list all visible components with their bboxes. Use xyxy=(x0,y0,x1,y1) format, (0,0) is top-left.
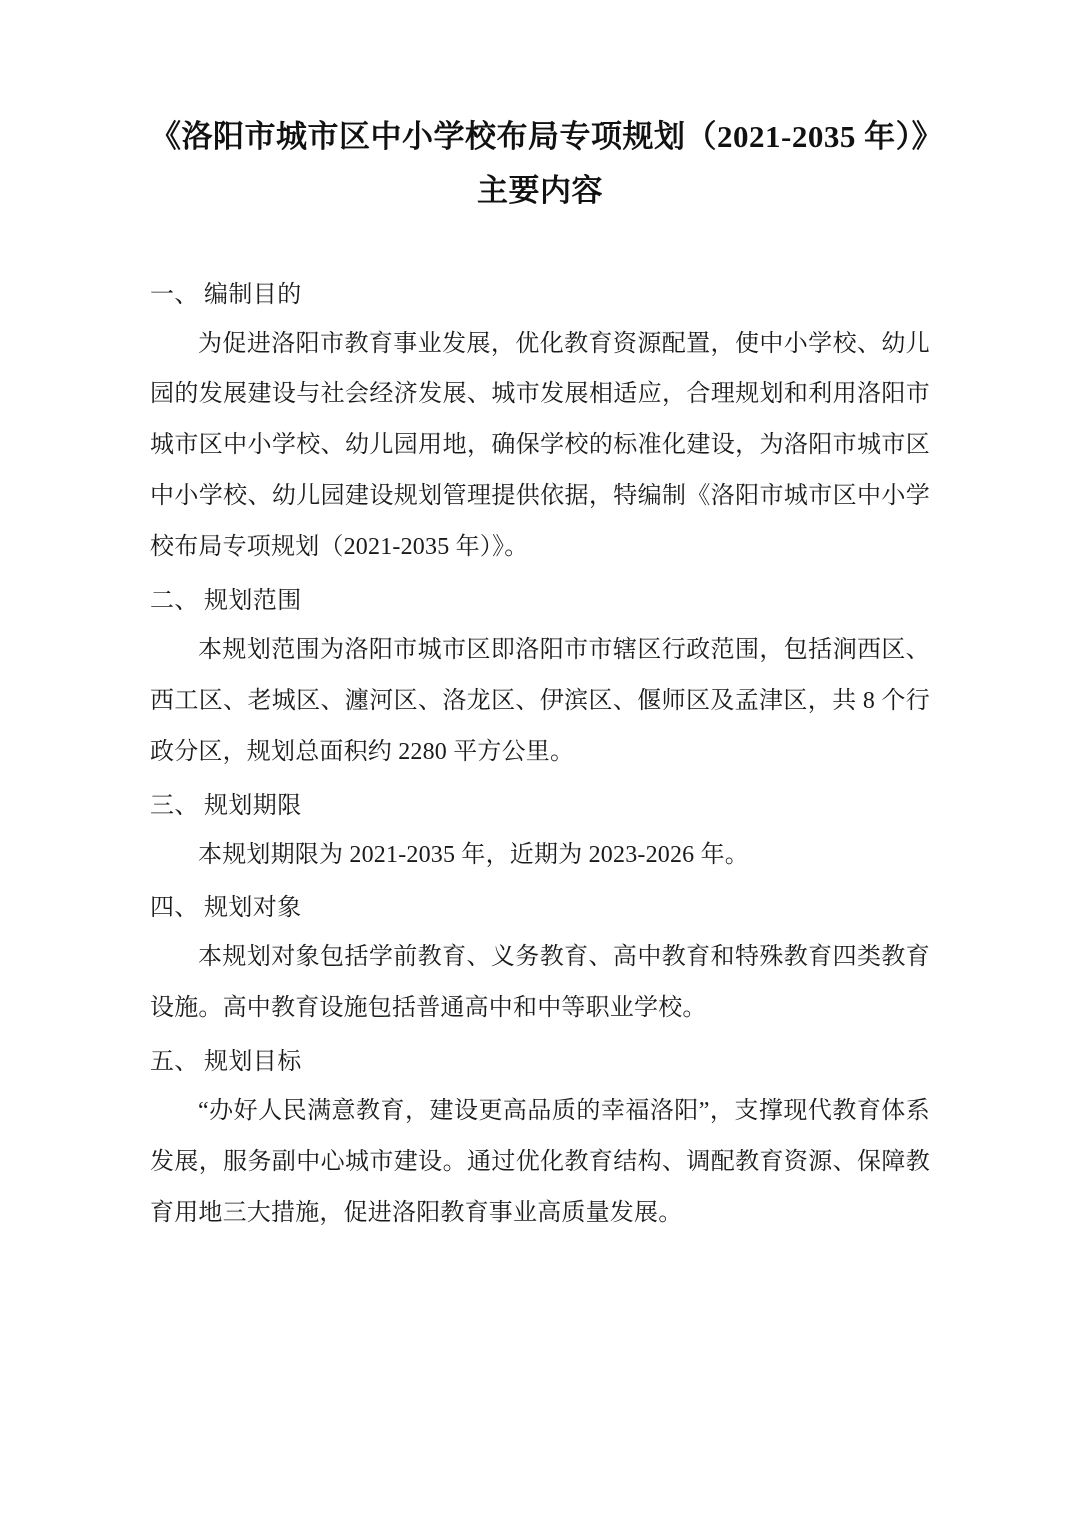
section-4 xyxy=(150,884,930,1034)
section-2 xyxy=(150,577,930,778)
section-5-paragraph-1: “办好人民满意教育，建设更高品质的幸福洛阳”，支撑现代教育体系发展，服务副中心城市建设。通过优化教育结构、调配教育资源、保障教育用地三大措施，促进洛阳教育事业高质量发展。 xyxy=(150,1098,930,1226)
section-4-number: 四、 xyxy=(150,895,199,922)
section-2-label: 规划范围 xyxy=(204,587,302,614)
section-3-heading xyxy=(150,782,930,830)
section-3-paragraph-1: 本规划期限为 2021-2035 年，近期为 2023-2026 年。 xyxy=(198,841,749,868)
title-spacer xyxy=(150,219,930,271)
section-2-number: 二、 xyxy=(150,587,199,614)
section-3-number: 三、 xyxy=(150,792,199,819)
section-4-paragraph-1: 本规划对象包括学前教育、义务教育、高中教育和特殊教育四类教育设施。高中教育设施包括普通高中和中等职业学校。 xyxy=(150,944,930,1022)
section-4-label: 规划对象 xyxy=(204,895,302,922)
section-1-heading xyxy=(150,271,930,319)
section-4-heading xyxy=(150,884,930,932)
section-5-label: 规划目标 xyxy=(204,1049,302,1076)
section-5-number: 五、 xyxy=(150,1049,199,1076)
section-1-number: 一、 xyxy=(150,281,199,308)
section-2-heading xyxy=(150,577,930,625)
section-2-paragraph-1: 本规划范围为洛阳市城市区即洛阳市市辖区行政范围，包括涧西区、西工区、老城区、瀍河区、洛龙区、伊滨区、偃师区及孟津区，共 8 个行政分区，规划总面积约 2280 平方公里。 xyxy=(150,636,930,765)
section-1 xyxy=(150,271,930,573)
section-1-label: 编制目的 xyxy=(204,281,302,308)
section-5 xyxy=(150,1038,930,1239)
section-1-paragraph-1: 为促进洛阳市教育事业发展，优化教育资源配置，使中小学校、幼儿园的发展建设与社会经济发展、城市发展相适应，合理规划和利用洛阳市城市区中小学校、幼儿园用地，确保学校的标准化建设，为洛阳市城市区中小学校、幼儿园建设规划管理提供依据，特编制《洛阳市城市区中小学校布局专项规划（2021-2035 年）》。 xyxy=(150,330,930,560)
section-3-label: 规划期限 xyxy=(204,792,302,819)
page-title xyxy=(150,110,944,219)
section-5-heading xyxy=(150,1038,930,1086)
page-title-line-1: 《洛阳市城市区中小学校布局专项规划（2021-2035 年）》 xyxy=(150,119,944,154)
section-3 xyxy=(150,782,930,881)
page-title-line-2: 主要内容 xyxy=(477,173,603,209)
